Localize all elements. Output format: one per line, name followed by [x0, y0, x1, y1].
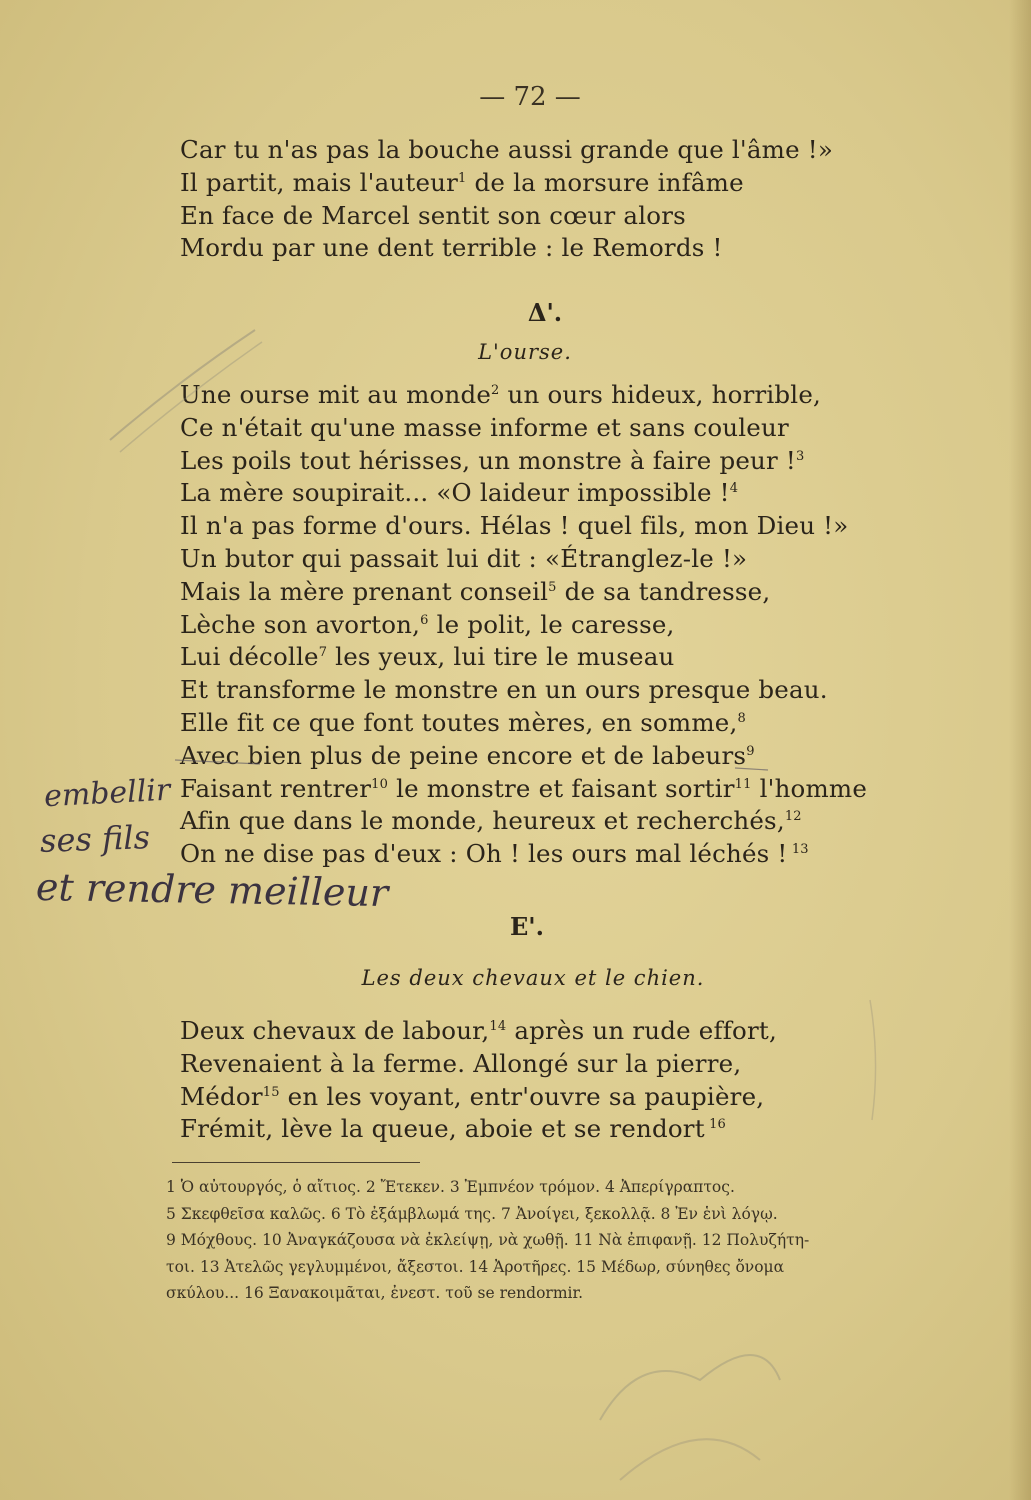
footnote-marker: 14 — [489, 1019, 507, 1034]
verse-text: Les poils tout hérisses, un monstre à faire peur ! — [180, 445, 796, 475]
verse-text: Médor — [180, 1081, 263, 1111]
footnote-line: 1 Ὁ αὐτουργός, ὁ αἴτιος. 2 Ἔτεκεν. 3 Ἐμπνέον τρόμον. 4 Ἀπερίγραπτος. — [166, 1178, 735, 1196]
previous-poem-ending — [180, 134, 900, 265]
verse-line — [180, 838, 900, 871]
verse-text: de la morsure infâme — [466, 167, 744, 197]
handwritten-note-embellir: embellir — [43, 772, 172, 815]
footnote-marker: 10 — [371, 776, 389, 792]
section-heading-delta: Δ'. — [527, 298, 563, 327]
footnote-marker: 3 — [795, 448, 805, 464]
poem-title-chevaux: Les deux chevaux et le chien. — [361, 966, 705, 990]
footnote-marker: 16 — [704, 1117, 727, 1133]
verse-text: le polit, le caresse, — [428, 609, 675, 639]
verse-line — [180, 773, 900, 806]
handwritten-note-ses-fils: ses fils — [39, 818, 151, 860]
verse-text: le monstre et faisant sortir — [388, 773, 735, 803]
verse-line — [180, 1015, 900, 1048]
verse-text: Il partit, mais l'auteur — [180, 167, 459, 197]
verse-line — [180, 379, 900, 412]
verse-line — [180, 477, 900, 510]
poem-ourse-verse — [180, 379, 900, 871]
verse-text: Deux chevaux de labour, — [180, 1016, 490, 1045]
verse-line — [180, 674, 900, 707]
footnote-marker: 4 — [729, 481, 739, 497]
verse-text: l'homme — [751, 773, 868, 803]
verse-text: Lèche son avorton, — [180, 609, 421, 639]
footnote-marker: 5 — [548, 579, 557, 595]
footnote-line: 9 Μόχθους. 10 Ἀναγκάζουσα νὰ ἐκλείψῃ, νὰ χωθῇ. 11 Νὰ ἐπιφανῇ. 12 Πολυζήτη- — [166, 1231, 810, 1249]
verse-line — [180, 510, 900, 543]
handwritten-note-rendre-meilleur: et rendre meilleur — [35, 864, 389, 916]
footnote-line: τοι. 13 Ἀτελῶς γεγλυμμένοι, ἄξεστοι. 14 Ἀροτῆρες. 15 Μέδωρ, σύνηθες ὄνομα — [166, 1257, 785, 1276]
verse-line — [180, 167, 900, 200]
verse-line — [180, 134, 900, 167]
page-number: — 72 — — [479, 82, 581, 112]
verse-text: Et transforme le monstre en un ours presque beau. — [180, 675, 828, 705]
verse-text: Il n'a pas forme d'ours. Hélas ! quel fils, mon Dieu !» — [180, 511, 849, 541]
verse-text: Mordu par une dent terrible : le Remords ! — [180, 233, 723, 263]
footnote-line: σκύλου... 16 Ξανακοιμᾶται, ἐνεστ. τοῦ se rendormir. — [166, 1284, 584, 1302]
verse-line — [180, 232, 900, 265]
verse-text: Afin que dans le monde, heureux et recherchés, — [180, 806, 785, 836]
verse-text: en les voyant, entr'ouvre sa paupière, — [279, 1081, 765, 1111]
footnote-marker: 1 — [458, 170, 467, 186]
footnote-marker: 8 — [737, 710, 746, 726]
verse-line — [180, 641, 900, 674]
verse-text: un ours hideux, horrible, — [499, 380, 822, 409]
verse-text: de sa tandresse, — [556, 576, 771, 606]
page-edge-shadow — [1009, 0, 1031, 1500]
verse-text: Avec bien plus de peine encore et de labeurs — [180, 740, 747, 770]
verse-text: La mère soupirait... «O laideur impossible ! — [180, 478, 730, 508]
verse-line — [180, 1113, 900, 1146]
footnote-marker: 15 — [262, 1084, 280, 1100]
footnote-marker: 11 — [734, 776, 752, 792]
footnote-marker: 13 — [787, 842, 809, 858]
verse-text: après un rude effort, — [506, 1016, 777, 1045]
verse-text: Mais la mère prenant conseil — [180, 576, 549, 606]
footnote-marker: 12 — [784, 809, 802, 825]
footnote-marker: 2 — [491, 383, 500, 398]
verse-text: Une ourse mit au monde — [180, 380, 492, 409]
footnote-marker: 6 — [420, 612, 429, 628]
footnote-rule — [172, 1162, 420, 1163]
verse-line — [180, 543, 900, 576]
verse-line — [180, 1081, 900, 1114]
verse-line — [180, 805, 900, 838]
verse-text: Frémit, lève la queue, aboie et se rendort — [180, 1114, 705, 1144]
verse-line — [180, 200, 900, 233]
verse-line — [180, 609, 900, 642]
poem-title-ourse: L'ourse. — [478, 340, 572, 364]
footnotes-block — [166, 1174, 886, 1307]
verse-line — [180, 1048, 900, 1081]
verse-text: On ne dise pas d'eux : Oh ! les ours mal léchés ! — [180, 839, 788, 869]
verse-line — [180, 576, 900, 609]
verse-text: Ce n'était qu'une masse informe et sans couleur — [180, 412, 789, 442]
verse-line — [180, 412, 900, 445]
footnote-marker: 7 — [318, 645, 328, 661]
verse-line — [180, 445, 900, 478]
verse-line — [180, 707, 900, 740]
section-heading-epsilon: E'. — [510, 912, 544, 941]
verse-text: Revenaient à la ferme. Allongé sur la pierre, — [180, 1048, 742, 1078]
verse-text: Car tu n'as pas la bouche aussi grande que l'âme !» — [180, 135, 834, 164]
verse-text: Un butor qui passait lui dit : «Étranglez-le !» — [180, 543, 748, 573]
verse-text: Elle fit ce que font toutes mères, en somme, — [180, 707, 738, 737]
poem-chevaux-verse — [180, 1015, 900, 1146]
footnote-marker: 9 — [746, 743, 755, 759]
verse-text: Faisant rentrer — [180, 773, 372, 803]
verse-text: les yeux, lui tire le museau — [327, 642, 675, 672]
verse-line — [180, 740, 900, 773]
verse-text: En face de Marcel sentit son cœur alors — [180, 200, 686, 230]
verse-text: Lui décolle — [180, 642, 319, 672]
footnote-line: 5 Σκεφθεῖσα καλῶς. 6 Τὸ ἐξάμβλωμά της. 7 Ἀνοίγει, ξεκολλᾷ. 8 Ἐν ἑνὶ λόγῳ. — [166, 1204, 778, 1223]
